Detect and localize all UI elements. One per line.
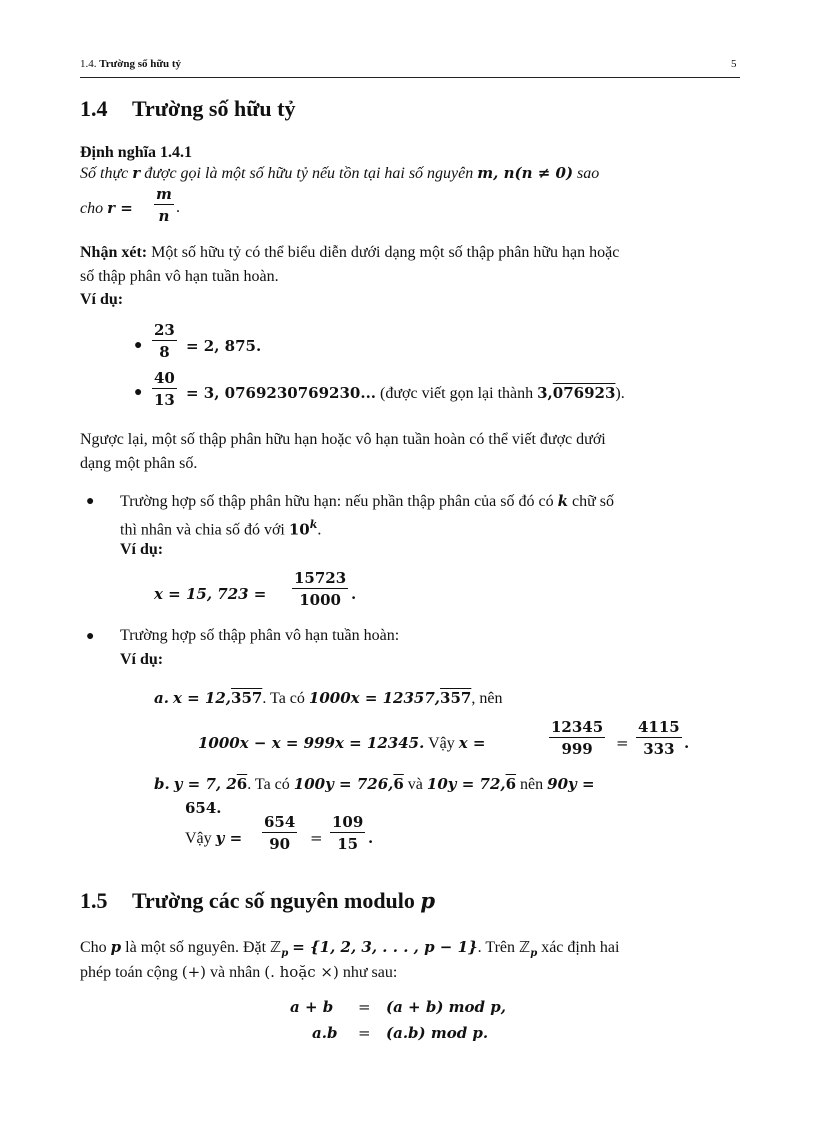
section-title: Trường số hữu tỷ [132,96,296,121]
example-b-line-3 [185,829,242,848]
example-label: Ví dụ: [80,291,124,308]
a-text1: . Ta có [262,690,305,707]
zp-text-g: như sau: [342,964,398,981]
remark-line-2: số thập phân vô hạn tuần hoàn. [80,268,279,285]
plus-op: (+) [181,963,207,981]
header-section-ref: 1.4. [80,58,97,70]
zp-text-d: xác định hai [541,939,620,956]
frac-bar [549,737,605,738]
case-finite-line-2 [120,518,321,539]
frac-bar [262,832,297,833]
b-eq-rep: 6 [236,775,248,793]
var-p: p [110,938,122,956]
b-va: và [407,776,423,793]
zp-symbol: ℤ [270,938,282,956]
frac-den: 999 [561,740,593,758]
fraction-12345-999 [549,718,605,758]
frac-bar [636,737,682,738]
section-1-4-heading [80,96,480,124]
period: . [176,199,180,216]
b-vay: Vậy [185,830,212,847]
cf-text-d: . [317,521,322,539]
b-text2: nên [520,776,544,793]
frac-num: m [156,185,172,203]
def-text-d: cho [80,200,104,217]
fraction-4115-333 [636,718,682,758]
zp-text-a: Cho [80,939,107,956]
bullet: ● [134,385,143,400]
converse-line-2: dạng một phân số. [80,455,198,472]
var-r: r [132,164,141,182]
times-op: (. hoặc ×) [264,963,339,981]
zp-symbol-2: ℤ [519,938,531,956]
remark-text-1: Một số hữu tỷ có thể biểu diễn dưới dạng một số thập phân hữu hạn hoặc [151,244,620,261]
frac-bar [330,832,365,833]
frac-bar [152,388,177,389]
fraction-23-8 [152,321,177,361]
example-b-line-1 [154,775,595,794]
remark-line-1 [80,244,619,262]
frac-num: 654 [264,813,296,831]
definition-line-1 [80,164,599,183]
b-eq2-a: 100y = 726, [293,775,394,793]
b-label: b. [154,775,170,793]
case-finite-example-label: Ví dụ: [120,541,164,558]
fraction-m-over-n [154,185,174,225]
remark-label: Nhận xét: [80,244,148,261]
fraction-40-13 [152,369,177,409]
case-infinite-example-label: Ví dụ: [120,651,164,668]
vars-mn: m, n(n ≠ 0) [477,164,574,182]
example2-rhs-line [186,384,625,403]
frac-den: 333 [643,740,675,758]
example2-rhs: = 3, 0769230769230... [186,384,377,402]
bullet: ● [134,338,143,353]
a-eq-a: x = 12, [172,689,232,707]
zp-text-e: phép toán cộng [80,964,178,981]
zp-sub-2: p [530,948,538,960]
short-repeat: 076923 [552,384,616,402]
definition-line-2 [80,199,133,218]
cf-text-a: Trường hợp số thập phân hữu hạn: nếu phần thập phân của số đó có [120,493,554,510]
converse-line-1: Ngược lại, một số thập phân hữu hạn hoặc vô hạn tuần hoàn có thể viết được dưới [80,431,606,448]
b-text1: . Ta có [247,776,290,793]
def-text-b: được gọi là một số hữu tỷ nếu tồn tại hai số nguyên [144,165,474,182]
fraction-109-15 [330,813,365,853]
zp-set: = {1, 2, 3, . . . , p − 1} [292,938,478,956]
section-title-text: Trường các số nguyên modulo [132,888,415,913]
zp-para-line-2 [80,963,397,982]
eq1-lhs: a + b [290,998,334,1016]
definition-label: Định nghĩa 1.4.1 [80,144,193,161]
section-1-5-heading [80,888,580,916]
example-a-line-2 [198,734,485,753]
b-eq-a: y = 7, 2 [173,775,237,793]
b-end: . [368,829,374,847]
equals-sign: = [616,734,629,752]
header-rule [80,77,740,78]
equals-sign: = [310,829,323,847]
frac-num: 4115 [638,718,680,736]
section-number: 1.5 [80,888,108,913]
eq2-lhs: a.b [312,1024,338,1042]
a-line2-lhs: 1000x − x = 999x = 12345. [198,734,425,752]
frac-bar [154,204,174,205]
section-number: 1.4 [80,96,108,121]
b-eq3-rep: 6 [505,775,517,793]
zp-para-line-1 [80,938,619,959]
def-text-a: Số thực [80,165,129,182]
finite-lhs: x = 15, 723 = [154,585,267,603]
frac-num: 109 [332,813,364,831]
a-eq-rep: 357 [231,689,263,707]
example2-note-b: ). [615,385,625,402]
case-finite-line-1 [120,492,614,511]
page-number: 5 [731,58,737,70]
frac-den: 1000 [299,591,341,609]
zp-sub: p [281,948,289,960]
example2-note-a: (được viết gọn lại thành [380,385,534,402]
bullet: ● [86,494,95,509]
short-int: 3, [537,384,553,402]
cf-text-b: chữ số [572,493,615,510]
frac-den: n [158,207,170,225]
frac-den: 8 [159,343,170,361]
pow-base: 10 [288,520,310,539]
frac-num: 15723 [294,569,347,587]
section-title-p: p [420,888,436,913]
a-label: a. [154,689,169,707]
period: . [351,585,357,603]
fraction-15723-1000 [292,569,348,609]
a-vay: Vậy [428,735,455,752]
a-end: . [684,734,690,752]
b-y: y = [215,829,243,847]
eq2-rhs: (a.b) mod p. [386,1024,489,1042]
running-header [80,58,181,70]
r-equals: r = [107,199,133,217]
example-a-line-1 [154,689,502,708]
eq1-rhs: (a + b) mod p, [386,998,506,1016]
eq1-sign: = [358,998,371,1016]
fraction-654-90 [262,813,297,853]
def-text-c: sao [577,165,600,182]
frac-num: 40 [154,369,175,387]
frac-bar [152,340,177,341]
zp-text-f: và nhân [210,964,261,981]
b-eq4: 90y = [547,775,595,793]
frac-bar [292,588,348,589]
frac-num: 12345 [551,718,604,736]
frac-den: 13 [154,391,175,409]
case-infinite-line-1: Trường hợp số thập phân vô hạn tuần hoàn: [120,627,400,644]
var-k: k [557,492,569,510]
pow-exp: k [309,518,318,531]
zp-text-c: . Trên [477,939,516,956]
frac-num: 23 [154,321,175,339]
cf-text-c: thì nhân và chia số đó với [120,521,285,539]
a-eq2-rep: 357 [440,689,472,707]
a-x: x = [458,734,486,752]
section-title [132,888,435,914]
frac-den: 15 [337,835,359,853]
eq2-sign: = [358,1024,371,1042]
zp-text-b: là một số nguyên. Đặt [125,939,267,956]
header-section-title: Trường số hữu tỷ [99,58,181,70]
bullet: ● [86,629,95,644]
frac-den: 90 [269,835,291,853]
b-line-2: 654. [185,799,222,817]
a-text2: , nên [471,690,503,707]
example1-rhs: = 2, 875. [186,337,262,355]
b-eq2-rep: 6 [393,775,404,793]
a-eq2-a: 1000x = 12357, [308,689,441,707]
b-eq3-a: 10y = 72, [426,775,506,793]
